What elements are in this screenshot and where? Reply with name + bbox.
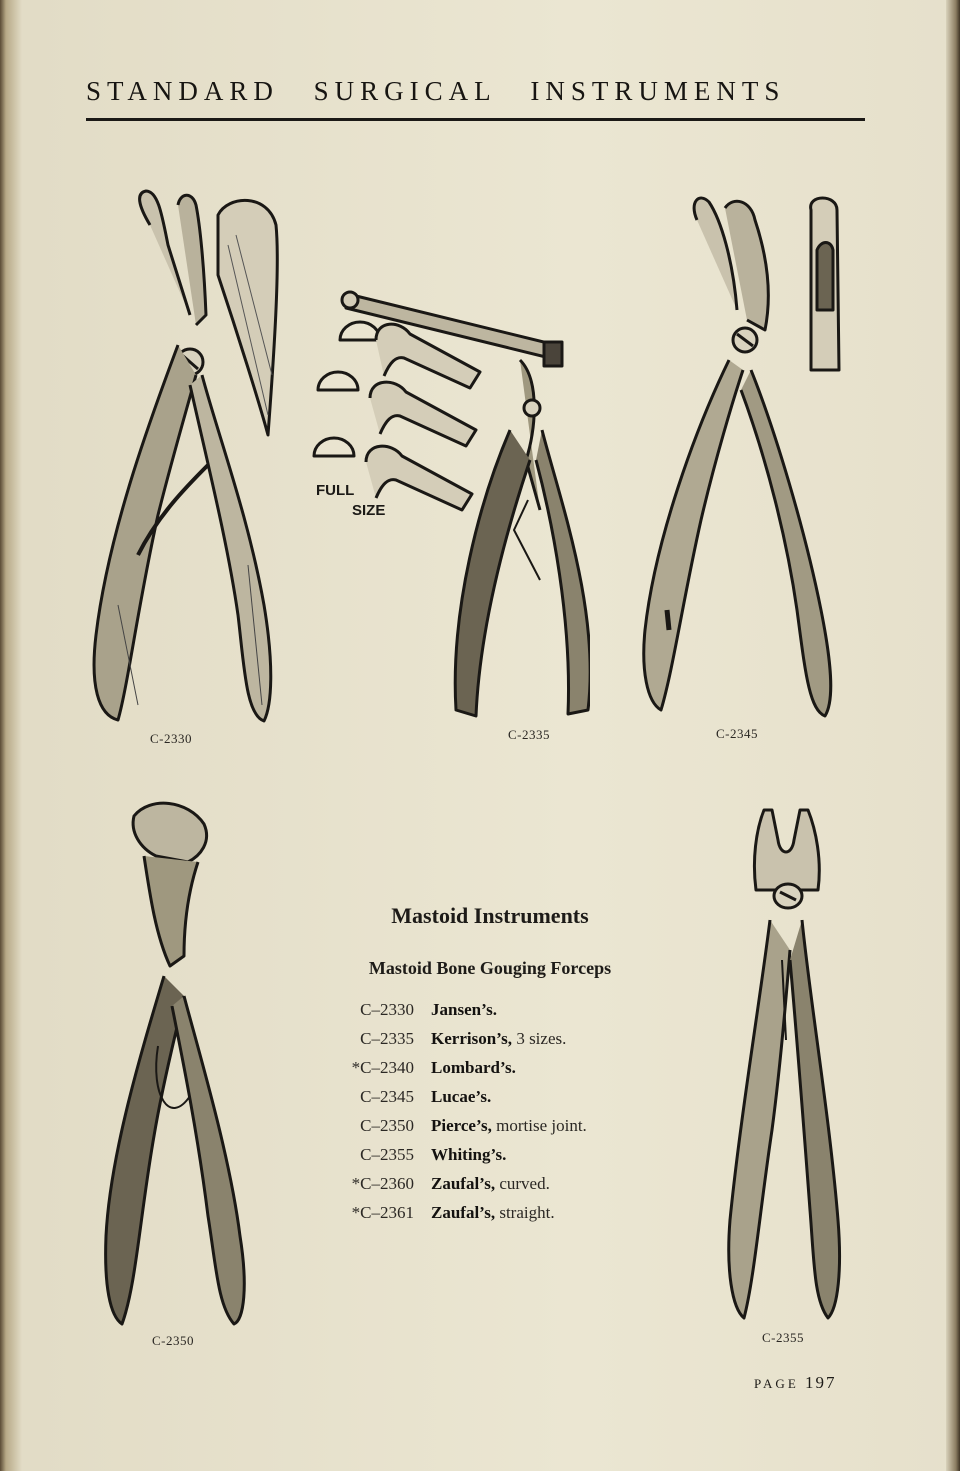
item-name: Whiting’s.	[431, 1145, 507, 1164]
item-description: 3 sizes.	[512, 1029, 567, 1048]
item-name: Zaufal’s,	[431, 1203, 496, 1222]
catalog-list	[300, 1000, 680, 1232]
kerrison-forceps-icon	[300, 280, 590, 720]
whiting-forceps-icon	[710, 800, 860, 1324]
figure-caption: C-2350	[152, 1333, 194, 1348]
full-size-label-full: FULL	[316, 482, 355, 499]
item-name: Kerrison’s,	[431, 1029, 513, 1048]
list-item	[300, 1029, 680, 1058]
page-header: STANDARD SURGICAL INSTRUMENTS	[86, 76, 786, 106]
section-subtitle: Mastoid Bone Gouging Forceps	[368, 958, 612, 978]
page-number	[754, 1373, 837, 1393]
section-title: Mastoid Instruments	[391, 903, 589, 928]
item-code: C–2355	[360, 1145, 414, 1164]
full-size-label-size: SIZE	[352, 502, 386, 519]
list-item	[300, 1058, 680, 1087]
item-name: Pierce’s,	[431, 1116, 492, 1135]
item-name: Jansen’s.	[431, 1000, 497, 1019]
item-description: curved.	[495, 1174, 550, 1193]
item-description: straight.	[495, 1203, 555, 1222]
item-name: Lombard’s.	[431, 1058, 516, 1077]
item-code: C–2350	[360, 1116, 414, 1135]
item-name: Lucae’s.	[431, 1087, 492, 1106]
figure-caption: C-2335	[508, 727, 550, 742]
header-rule	[86, 118, 865, 121]
item-code: *C–2361	[351, 1203, 414, 1222]
list-item	[300, 1203, 680, 1232]
list-item	[300, 1000, 680, 1029]
page-label: PAGE	[754, 1376, 799, 1391]
item-description: mortise joint.	[491, 1116, 587, 1135]
lucae-forceps-icon	[625, 190, 855, 720]
item-code: C–2345	[360, 1087, 414, 1106]
list-item	[300, 1116, 680, 1145]
list-item	[300, 1087, 680, 1116]
item-code: *C–2360	[351, 1174, 414, 1193]
page-edge	[946, 0, 960, 1471]
page-number-value: 197	[805, 1373, 837, 1392]
jansen-forceps-icon	[78, 185, 288, 725]
figure-caption: C-2355	[762, 1330, 804, 1345]
item-code: *C–2340	[351, 1058, 414, 1077]
list-item	[300, 1174, 680, 1203]
item-name: Zaufal’s,	[431, 1174, 496, 1193]
pierce-forceps-icon	[80, 796, 260, 1326]
list-item	[300, 1145, 680, 1174]
figure-caption: C-2345	[716, 726, 758, 741]
item-code: C–2335	[360, 1029, 414, 1048]
figure-caption: C-2330	[150, 731, 192, 746]
item-code: C–2330	[360, 1000, 414, 1019]
